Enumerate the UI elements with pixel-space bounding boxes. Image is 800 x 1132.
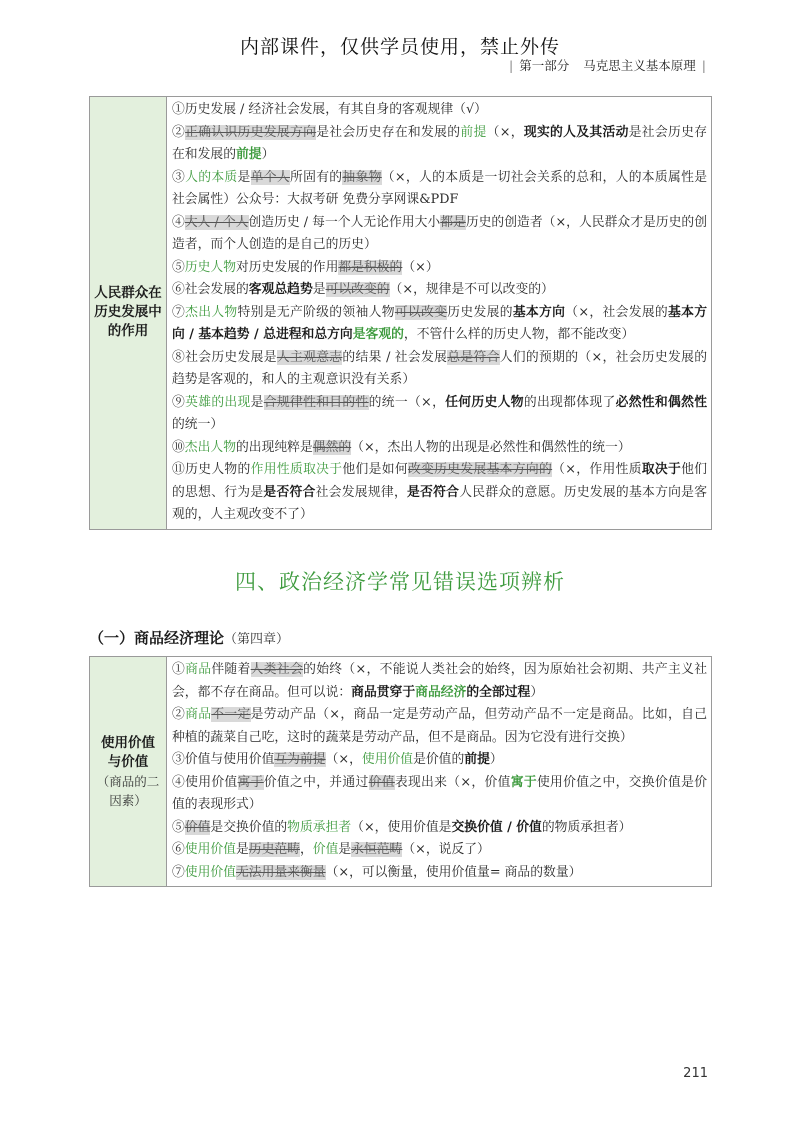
list-item (172, 347, 707, 392)
emphasis-text: 前提 (460, 124, 487, 140)
item-text: ⑩ (172, 439, 185, 455)
item-text: ② (172, 124, 186, 140)
item-text: ⑥ (172, 842, 185, 857)
item-text: 历史的创造者（×，人民群众才是历史的创造者，而个人创造的是自己的历史） (172, 214, 708, 252)
item-text: 他们的思想、行为是 (172, 462, 708, 500)
list-item (172, 459, 707, 527)
item-text: ，不管什么样的历史人物，都不能改变） (403, 327, 635, 342)
book-label: 马克思主义基本原理 (583, 58, 696, 73)
item-text: ⑦ (172, 304, 186, 320)
list-item (172, 862, 707, 885)
struck-text: 人主观意志 (276, 349, 343, 365)
part-label: 第一部分 (519, 58, 570, 73)
item-text: （×，人的本质是一切社会关系的总和，人的本质属性是社会属性）公众号：大叔考研 免费分享网课&PDF (172, 169, 708, 207)
list-item (172, 99, 707, 122)
list-item (172, 257, 707, 280)
struck-text: 历史范畴 (248, 842, 300, 857)
list-item (172, 749, 707, 772)
item-text: 表现出来（×，价值 (394, 774, 511, 790)
item-text: 是社会历史存在和发展的 (172, 124, 708, 162)
emphasis-text: 前提 (235, 147, 262, 162)
item-text: ⑤ (172, 259, 185, 275)
emphasis-text: 寓于 (510, 774, 537, 790)
item-text: ③价值与使用价值 (172, 752, 275, 767)
emphasis-text: 客观总趋势 (248, 282, 313, 297)
row-label (90, 97, 167, 530)
item-text: 是价值的 (413, 752, 465, 767)
emphasis-text: 使用价值 (184, 842, 236, 857)
item-text: 是 (338, 842, 352, 857)
item-text: （×，作用性质 (552, 462, 642, 477)
item-text: （×，可以衡量，使用价值量= 商品的数量） (325, 864, 582, 880)
chapter-ref: （第四章） (224, 632, 290, 647)
emphasis-text: 是否符合 (407, 484, 460, 500)
emphasis-text: 杰出人物 (185, 304, 238, 320)
item-text: ） (489, 752, 503, 767)
item-text: 使用价值之中，交换价值是价值的表现形式） (172, 774, 708, 812)
list-item (172, 817, 707, 840)
emphasis-text: 商品经济 (415, 684, 467, 700)
item-text: 是劳动产品（×，商品一定是劳动产品，但劳动产品不一定是商品。比如，自己种植的蔬菜自己吃，这时的蔬菜是劳动产品，但不是商品。因为它没有进行交换） (172, 707, 708, 745)
item-text: 的出现都体现了 (523, 394, 616, 410)
list-item (172, 772, 707, 817)
emphasis-text: 使用价值 (184, 864, 236, 880)
item-text: 的统一） (172, 417, 224, 432)
emphasis-text: 是否符合 (263, 484, 316, 500)
emphasis-text: 作用性质取决于 (250, 462, 343, 477)
struck-text: 大人 / 个人 (184, 214, 249, 230)
emphasis-text: 历史人物 (184, 259, 236, 275)
list-item (172, 704, 707, 749)
struck-text: 可以改变的 (325, 282, 390, 297)
emphasis-text: 杰出人物 (184, 439, 236, 455)
list-item (172, 659, 707, 704)
page-number: 211 (683, 1066, 708, 1081)
struck-text: 抽象物 (342, 169, 382, 185)
item-text: ⑨ (172, 394, 186, 410)
list-item (172, 279, 707, 302)
item-text: ① (172, 662, 186, 677)
item-text: 创造历史 / 每一个人无论作用大小 (248, 214, 441, 230)
item-text: （×， (486, 124, 524, 140)
item-text: （×，杰出人物的出现是必然性和偶然性的统一） (351, 439, 631, 455)
struck-text: 人类社会 (250, 662, 304, 677)
item-list (172, 659, 707, 884)
emphasis-text: 物质承担者 (287, 819, 352, 835)
item-text: 的统一（×， (368, 394, 446, 410)
list-item (172, 212, 707, 257)
item-text: 价值之中，并通过 (263, 774, 369, 790)
struck-text: 改变历史发展基本方向的 (407, 462, 553, 477)
item-text: 历史发展的 (447, 304, 513, 320)
item-text: 人们的预期的（×，社会历史发展的趋势是客观的，和人的主观意识没有关系） (172, 349, 708, 387)
item-text: ⑥社会发展的 (172, 282, 249, 297)
list-item (172, 302, 707, 347)
row-label-text: 人民群众在历史发展中的作用 (94, 285, 162, 340)
list-item (172, 122, 707, 167)
internal-use-notice: 内部课件，仅供学员使用，禁止外传 (239, 36, 560, 58)
emphasis-text: 英雄的出现 (185, 394, 251, 410)
item-text: 社会发展规律， (315, 484, 408, 500)
emphasis-text: 基本方向 / 基本趋势 / 总进程和总方向 (172, 304, 708, 342)
emphasis-text: 使用价值 (361, 752, 414, 767)
running-header (503, 56, 712, 74)
section-title: 四、政治经济学常见错误选项辨析 (235, 570, 565, 594)
note-table-use-value-and-value (89, 656, 712, 887)
struck-text: 寓于 (237, 774, 264, 790)
item-text: ⑪历史人物的 (172, 462, 251, 477)
struck-text: 互为前提 (274, 752, 326, 767)
emphasis-text: 商品 (185, 707, 212, 722)
item-text: ） (530, 684, 544, 700)
item-text: 的始终（×，不能说人类社会的始终，因为原始社会初期、共产主义社会，都不存在商品。但可以说： (172, 662, 708, 700)
item-text: （×，使用价值是 (351, 819, 452, 835)
item-text: 特别是无产阶级的领袖人物 (237, 304, 395, 320)
row-content (167, 97, 712, 530)
list-item (172, 167, 707, 212)
emphasis-text: 人的本质 (185, 169, 238, 185)
item-text: ⑤ (172, 819, 185, 835)
struck-text: 无法用量来衡量 (235, 864, 326, 880)
item-text: 对历史发展的作用 (235, 259, 339, 275)
struck-text: 总是符合 (447, 349, 500, 365)
struck-text: 不一定 (211, 707, 251, 722)
emphasis-text: 前提 (464, 752, 490, 767)
row-label-text: 使用价值与价值 (101, 734, 155, 770)
divider-bar: | (509, 58, 514, 73)
item-text: ） (261, 147, 275, 162)
emphasis-text: 必然性和偶然性 (615, 394, 708, 410)
item-text: 他们是如何 (342, 462, 408, 477)
item-text: ⑧社会历史发展是 (172, 349, 277, 365)
item-text: ⑦ (172, 864, 185, 880)
item-text: （×，规律是不可以改变的） (389, 282, 554, 297)
item-text: 是 (312, 282, 326, 297)
item-text: 人民群众的意愿。历史发展的基本方向是客观的，人主观改变不了） (172, 484, 708, 522)
row-content (167, 657, 712, 887)
item-text: 的物质承担者） (541, 819, 632, 835)
item-text: ③ (172, 169, 186, 185)
row-label (90, 657, 167, 887)
emphasis-text: 交换价值 / 价值 (451, 819, 542, 835)
struck-text: 合规律性和目的性 (263, 394, 369, 410)
list-item (172, 437, 707, 460)
emphasis-text: 的全部过程 (466, 684, 531, 700)
struck-text: 单个人 (250, 169, 290, 185)
item-text: 是交换价值的 (210, 819, 288, 835)
list-item (172, 392, 707, 437)
item-text: 的出现纯粹是 (235, 439, 313, 455)
struck-text: 价值 (184, 819, 211, 835)
item-text: ①历史发展 / 经济社会发展，有其自身的客观规律（√） (172, 102, 487, 117)
struck-text: 价值 (368, 774, 395, 790)
item-text: 所固有的 (289, 169, 343, 185)
emphasis-text: 现实的人及其活动 (523, 124, 629, 140)
struck-text: 都是 (440, 214, 466, 230)
item-text: 是 (235, 842, 249, 857)
struck-text: 永恒范畴 (351, 842, 403, 857)
item-text: 是 (250, 394, 264, 410)
item-text: ， (299, 842, 313, 857)
item-text: 是 (237, 169, 251, 185)
emphasis-text: 基本方向 (512, 304, 566, 320)
item-text: ④使用价值 (172, 774, 238, 790)
subsection-title (89, 627, 289, 648)
emphasis-text: 任何历史人物 (445, 394, 524, 410)
table-row (90, 97, 712, 530)
table-row (90, 657, 712, 887)
emphasis-text: 价值 (312, 842, 339, 857)
item-text: （×，社会发展的 (565, 304, 669, 320)
note-table-role-of-masses (89, 96, 712, 530)
item-text: 是社会历史存在和发展的 (316, 124, 461, 140)
emphasis-text: 商品 (185, 662, 212, 677)
item-text: （×） (402, 259, 439, 275)
emphasis-text: 取决于 (641, 462, 682, 477)
struck-text: 偶然的 (312, 439, 352, 455)
row-label-subtext: （商品的二因素） (96, 773, 160, 808)
item-text: （×，说反了） (402, 842, 490, 857)
emphasis-text: 商品贯穿于 (351, 684, 416, 700)
item-text: ② (172, 707, 186, 722)
item-text: （×， (325, 752, 362, 767)
subsection-name: （一）商品经济理论 (89, 629, 225, 647)
struck-text: 可以改变 (394, 304, 448, 320)
list-item (172, 839, 707, 862)
struck-text: 正确认识历史发展方向 (185, 124, 317, 140)
item-list (172, 99, 707, 527)
struck-text: 都是积极的 (338, 259, 403, 275)
divider-bar: | (701, 58, 706, 73)
item-text: 伴随着 (211, 662, 251, 677)
emphasis-text: 是客观的 (352, 327, 404, 342)
item-text: 的结果 / 社会发展 (342, 349, 448, 365)
item-text: ④ (172, 214, 185, 230)
